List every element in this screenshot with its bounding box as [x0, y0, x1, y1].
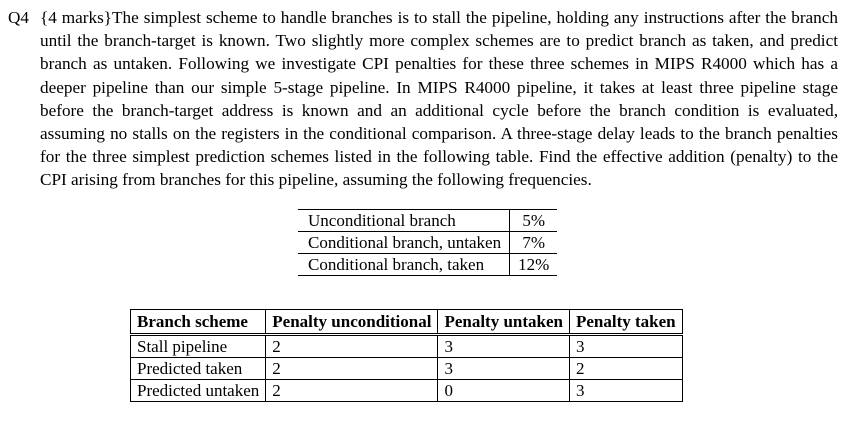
penalty-value: 2 [266, 380, 438, 402]
table-row [298, 254, 557, 276]
scheme-name: Stall pipeline [131, 335, 266, 358]
frequency-value: 12% [510, 254, 558, 276]
column-header: Penalty taken [569, 310, 682, 335]
frequency-label: Conditional branch, taken [298, 254, 510, 276]
column-header: Penalty unconditional [266, 310, 438, 335]
penalty-value: 3 [569, 380, 682, 402]
penalty-value: 2 [569, 358, 682, 380]
table-row [131, 335, 683, 358]
penalty-value: 3 [569, 335, 682, 358]
table-row [298, 210, 557, 232]
table-row [131, 380, 683, 402]
penalty-value: 2 [266, 335, 438, 358]
penalty-value: 0 [438, 380, 570, 402]
branch-penalty-table [130, 309, 683, 402]
question-number: Q4 [8, 8, 30, 27]
column-header: Penalty untaken [438, 310, 570, 335]
question-text: {4 marks}The simplest scheme to handle branches is to stall the pipeline, holding any instructions after the branch until the branch-target is known. Two slightly more complex schemes are to predict branch as taken, and predict branch as untaken. Following we investigate CPI penalties for these three schemes in MIPS R4000 which has a deeper pipeline than our simple 5-stage pipeline. In MIPS R4000 pipeline, it takes at least three pipeline stage before the branch-target address is known and an additional cycle before the branch condition is evaluated, assuming no stalls on the registers in the conditional comparison. A three-stage delay leads to the branch penalties for the three simplest prediction schemes listed in the following table. Find the effective addition (penalty) to the CPI arising from branches for this pipeline, assuming the following frequencies. [40, 8, 838, 190]
scheme-name: Predicted taken [131, 358, 266, 380]
penalty-value: 2 [266, 358, 438, 380]
table-row [298, 232, 557, 254]
frequency-value: 7% [510, 232, 558, 254]
table-header-row [131, 310, 683, 335]
frequency-label: Conditional branch, untaken [298, 232, 510, 254]
penalty-value: 3 [438, 358, 570, 380]
frequency-value: 5% [510, 210, 558, 232]
frequency-label: Unconditional branch [298, 210, 510, 232]
column-header: Branch scheme [131, 310, 266, 335]
scheme-name: Predicted untaken [131, 380, 266, 402]
branch-frequency-table [298, 209, 557, 276]
table-row [131, 358, 683, 380]
penalty-value: 3 [438, 335, 570, 358]
